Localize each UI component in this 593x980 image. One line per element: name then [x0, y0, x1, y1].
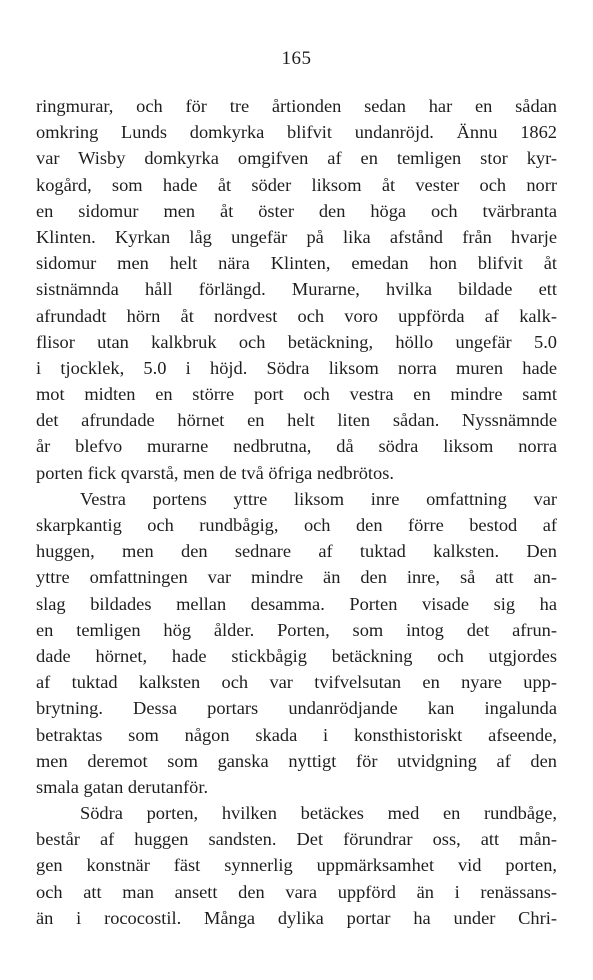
text-line: gen konstnär fäst synnerlig uppmärksamhet vid porten,	[36, 855, 557, 876]
text-line: smala gatan derutanför.	[36, 776, 209, 797]
text-line: och att man ansett den vara uppförd än i renässans-	[36, 881, 557, 902]
text-line: en sidomur men åt öster den höga och tvärbranta	[36, 200, 557, 221]
text-line: betraktas som någon skada i konsthistoriskt afseende,	[36, 724, 557, 745]
text-line: yttre omfattningen var mindre än den inre, så att an-	[36, 567, 557, 588]
text-line: kogård, som hade åt söder liksom åt vester och norr	[36, 174, 557, 195]
text-line: omkring Lunds domkyrka blifvit undanröjd. Ännu 1862	[36, 122, 557, 143]
paragraph	[36, 800, 557, 931]
text-line: dade hörnet, hade stickbågig betäckning och utgjordes	[36, 645, 557, 666]
paragraph	[36, 486, 557, 800]
text-line: var Wisby domkyrka omgifven af en temligen stor kyr-	[36, 148, 557, 169]
text-line: brytning. Dessa portars undanrödjande kan ingalunda	[36, 698, 557, 719]
text-line: af tuktad kalksten och var tvifvelsutan en nyare upp-	[36, 672, 557, 693]
text-line: men deremot som ganska nyttigt för utvidgning af den	[36, 750, 557, 771]
text-line: porten fick qvarstå, men de två öfriga nedbrötos.	[36, 462, 394, 483]
text-line: sidomur men helt nära Klinten, emedan hon blifvit åt	[36, 253, 557, 274]
paragraph	[36, 93, 557, 486]
text-line: i tjocklek, 5.0 i höjd. Södra liksom norra muren hade	[36, 357, 557, 378]
body-text	[36, 93, 557, 931]
text-line: ringmurar, och för tre årtionden sedan har en sådan	[36, 96, 557, 116]
text-line: än i rococostil. Många dylika portar ha under Chri-	[36, 907, 557, 928]
text-line: Vestra portens yttre liksom inre omfattning var	[80, 488, 557, 509]
text-line: består af huggen sandsten. Det förundrar oss, att mån-	[36, 829, 557, 850]
text-line: huggen, men den sednare af tuktad kalksten. Den	[36, 541, 557, 562]
text-line: en temligen hög ålder. Porten, som intog det afrun-	[36, 619, 557, 640]
text-line: år blefvo murarne nedbrutna, då södra liksom norra	[36, 436, 557, 457]
text-line: afrundadt hörn åt nordvest och voro uppförda af kalk-	[36, 305, 557, 326]
text-line: skarpkantig och rundbågig, och den förre bestod af	[36, 515, 557, 535]
text-line: sistnämnda håll förlängd. Murarne, hvilka bildade ett	[36, 279, 557, 300]
text-line: slag bildades mellan desamma. Porten visade sig ha	[36, 593, 557, 614]
text-line: Klinten. Kyrkan låg ungefär på lika afstånd från hvarje	[36, 226, 557, 247]
page-number: 165	[281, 48, 312, 69]
text-line: mot midten en större port och vestra en mindre samt	[36, 384, 557, 405]
text-line: flisor utan kalkbruk och betäckning, höllo ungefär 5.0	[36, 331, 557, 352]
text-line: Södra porten, hvilken betäckes med en rundbåge,	[80, 803, 557, 824]
text-line: det afrundade hörnet en helt liten sådan. Nyssnämnde	[36, 410, 557, 431]
